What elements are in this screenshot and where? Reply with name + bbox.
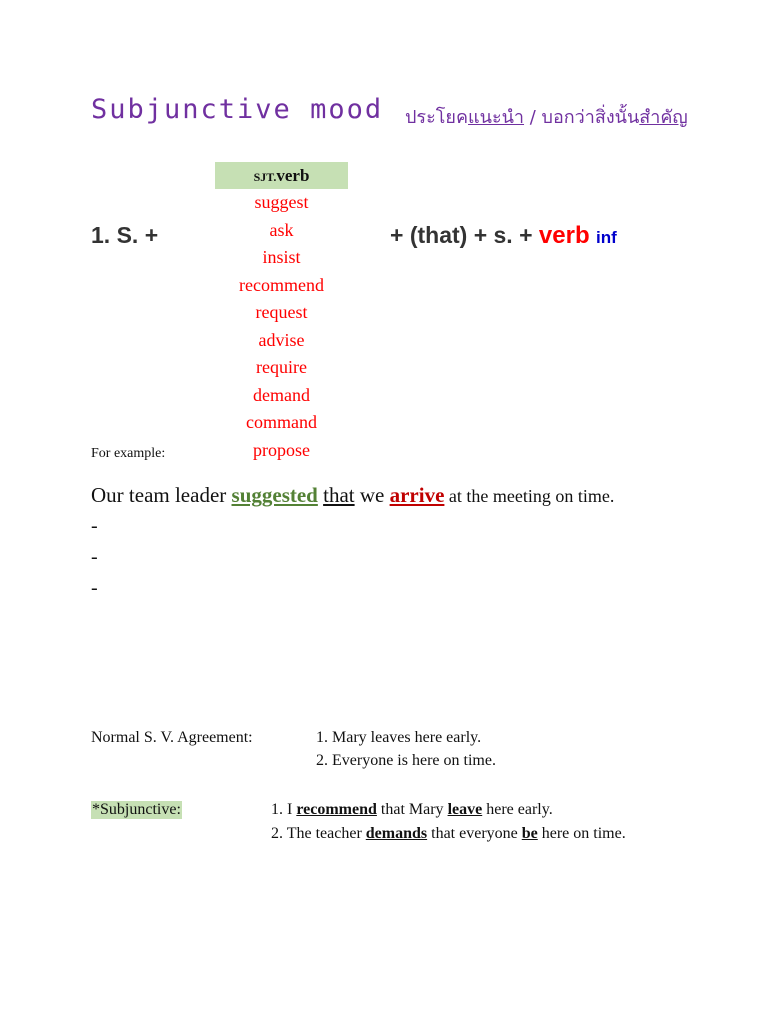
formula-lead: 1. S. +: [91, 222, 159, 248]
subtitle-part-2: แนะนำ: [468, 107, 525, 128]
sj1-leave: leave: [447, 801, 483, 818]
verb-item: recommend: [239, 274, 324, 295]
example-arrive: arrive: [389, 483, 445, 507]
formula-tail: [390, 222, 617, 250]
subjunctive-label: *Subjunctive:: [92, 801, 181, 818]
sj1-a: 1. I: [271, 801, 297, 818]
verb-list: [215, 162, 348, 460]
verb-item: require: [256, 357, 307, 377]
blank-line-dash: -: [91, 546, 98, 568]
for-example-label: For example:: [91, 446, 166, 461]
sj2-be: be: [521, 825, 538, 842]
example-sentence: [91, 483, 614, 508]
formula-tail-text: + (that) + s. +: [390, 222, 533, 248]
sj1-recommend: recommend: [296, 801, 377, 818]
sj2-demands: demands: [365, 825, 428, 842]
subtitle-part-3: บอกว่าสิ่งนั้น: [541, 107, 640, 128]
subtitle-part-1: ประโยค: [405, 107, 469, 128]
verb-item: insist: [262, 247, 301, 267]
verb-item: command: [246, 412, 317, 432]
example-part-1: Our team leader: [91, 483, 232, 507]
verb-item: demand: [253, 384, 310, 405]
verb-list-header: [215, 162, 348, 189]
subtitle-separator: /: [524, 107, 542, 128]
sj2-c: that everyone: [427, 825, 522, 842]
subjunctive-example-1: [271, 801, 553, 819]
formula-inf: inf: [596, 228, 617, 247]
sj1-c: that Mary: [376, 801, 448, 818]
sj2-a: 2. The teacher: [271, 825, 366, 842]
sj1-e: here early.: [482, 801, 553, 818]
example-part-2: we: [354, 483, 390, 507]
example-suggested: suggested: [231, 483, 318, 507]
sj2-e: here on time.: [537, 825, 626, 842]
verb-item: suggest: [254, 192, 309, 212]
thai-subtitle: [405, 102, 688, 131]
verb-header-prefix: SJT.: [253, 170, 277, 184]
blank-line-dash: -: [91, 515, 98, 537]
verb-item: propose: [253, 439, 310, 460]
verb-item: request: [255, 302, 308, 322]
verb-item: advise: [258, 329, 305, 350]
formula-verb: verb: [538, 222, 590, 249]
blank-line-dash: -: [91, 577, 98, 599]
subtitle-part-4: สำคัญ: [639, 107, 688, 128]
normal-example-1: 1. Mary leaves here early.: [316, 729, 482, 746]
page-title: Subjunctive mood: [91, 94, 384, 125]
example-that: that: [323, 483, 355, 507]
verb-item: ask: [269, 219, 294, 240]
normal-example-2: 2. Everyone is here on time.: [316, 752, 496, 769]
subjunctive-example-2: [271, 825, 626, 843]
verb-header-label: verb: [276, 166, 310, 185]
example-part-3: at the meeting on time.: [444, 486, 615, 506]
normal-agreement-label: Normal S. V. Agreement:: [91, 729, 253, 746]
